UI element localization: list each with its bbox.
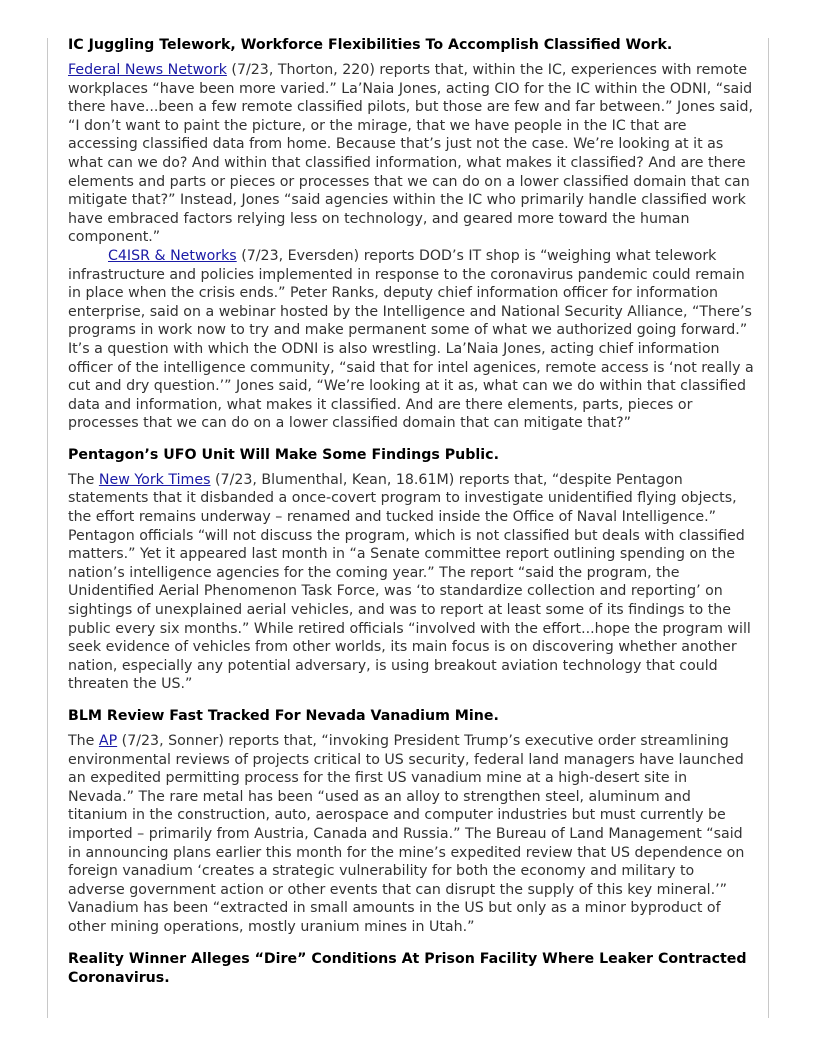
page-border-right — [768, 38, 769, 1018]
article-headline: Reality Winner Alleges “Dire” Conditions At Prison Facility Where Leaker Contracted Coronavirus. — [68, 950, 747, 986]
source-link-new-york-times[interactable]: New York Times — [98, 471, 211, 488]
paragraph-text: (7/23, Sonner) reports that, “invoking President Trump’s executive order streamlining environmental reviews of projects critical to US security, federal land managers have launched an expedited permitting process for the first US vanadium mine at a high-desert site in Nevada.” The rare metal has been “used as an alloy to strengthen steel, aluminum and titanium in the construction, auto, aerospace and computer industries but must currently be imported – primarily from Austria, Canada and Russia.” The Bureau of Land Management “said in announcing plans earlier this month for the mine’s expedited review that US dependence on foreign vanadium ‘creates a strategic vulnerability for both the economy and military to adverse government action or other events that can disrupt the supply of this key mineral.’” Vanadium has been “extracted in small amounts in the US but only as a minor byproduct of other mining operations, mostly uranium mines in Utah.” — [68, 733, 745, 935]
document-body — [68, 36, 754, 1001]
article-paragraph — [68, 732, 754, 937]
page-border-left — [47, 38, 48, 1018]
article-ic-telework — [68, 36, 754, 433]
article-reality-winner — [68, 950, 754, 988]
article-blm-vanadium — [68, 707, 754, 937]
article-headline: BLM Review Fast Tracked For Nevada Vanadium Mine. — [68, 708, 499, 724]
paragraph-text: (7/23, Eversden) reports DOD’s IT shop is “weighing what telework infrastructure and policies implemented in response to the coronavirus pandemic could remain in place when the crisis ends.” Peter Ranks, deputy chief information officer for information enterprise, said on a webinar hosted by the Intelligence and National Security Alliance, “There’s programs in work now to try and make permanent some of what we authorized going forward.” It’s a question with which the ODNI is also wrestling. La’Naia Jones, acting chief information officer of the intelligence community, “said that for intel agenices, remote access is ‘not really a cut and dry question.’” Jones said, “We’re looking at it as, what can we do within that classified data and information, what makes it classified. And are there elements, parts, pieces or processes that we can do on a lower classified domain that can mitigate that?” — [68, 247, 754, 432]
source-link-ap[interactable]: AP — [98, 733, 118, 749]
source-link-c4isr-networks[interactable]: C4ISR & Networks — [108, 247, 237, 264]
article-paragraph — [68, 247, 754, 433]
article-paragraph — [68, 61, 754, 247]
paragraph-prefix: The — [68, 733, 99, 749]
article-headline: IC Juggling Telework, Workforce Flexibilities To Accomplish Classified Work. — [68, 37, 673, 53]
paragraph-text: (7/23, Thorton, 220) reports that, within the IC, experiences with remote workplaces “have been more varied.” La’Naia Jones, acting CIO for the IC within the ODNI, “said there have...been a few remote classified pilots, but those are few and far between.” Jones said, “I don’t want to paint the picture, or the mirage, that we have people in the IC that are accessing classified data from home. Because that’s just not the case. We’re looking at it as what can we do? And within that classified information, what makes it classified? And are there elements and parts or pieces or processes that we can do on a lower classified domain that can mitigate that?” Instead, Jones “said agencies within the IC who primarily handle classified work have embraced factors relying less on technology, and geared more toward the human component.” — [68, 62, 754, 246]
article-paragraph — [68, 471, 754, 694]
paragraph-prefix: The — [68, 471, 99, 488]
source-link-federal-news-network[interactable]: Federal News Network — [68, 62, 227, 78]
article-headline: Pentagon’s UFO Unit Will Make Some Findings Public. — [68, 446, 499, 463]
article-pentagon-ufo — [68, 446, 754, 694]
paragraph-text: (7/23, Blumenthal, Kean, 18.61M) reports that, “despite Pentagon statements that it disbanded a once-covert program to investigate unidentified flying objects, the effort remains underway – renamed and tucked inside the Office of Naval Intelligence.” Pentagon officials “will not discuss the program, which is not classified but deals with classified matters.” Yet it appeared last month in “a Senate committee report outlining spending on the nation’s intelligence agencies for the coming year.” The report “said the program, the Unidentified Aerial Phenomenon Task Force, was ‘to standardize collection and reporting’ on sightings of unexplained aerial vehicles, and was to report at least some of its findings to the public every six months.” While retired officials “involved with the effort...hope the program will seek evidence of vehicles from other worlds, its main focus is on discovering whether another nation, especially any potential adversary, is using breakout aviation technology that could threaten the US.” — [68, 471, 751, 693]
